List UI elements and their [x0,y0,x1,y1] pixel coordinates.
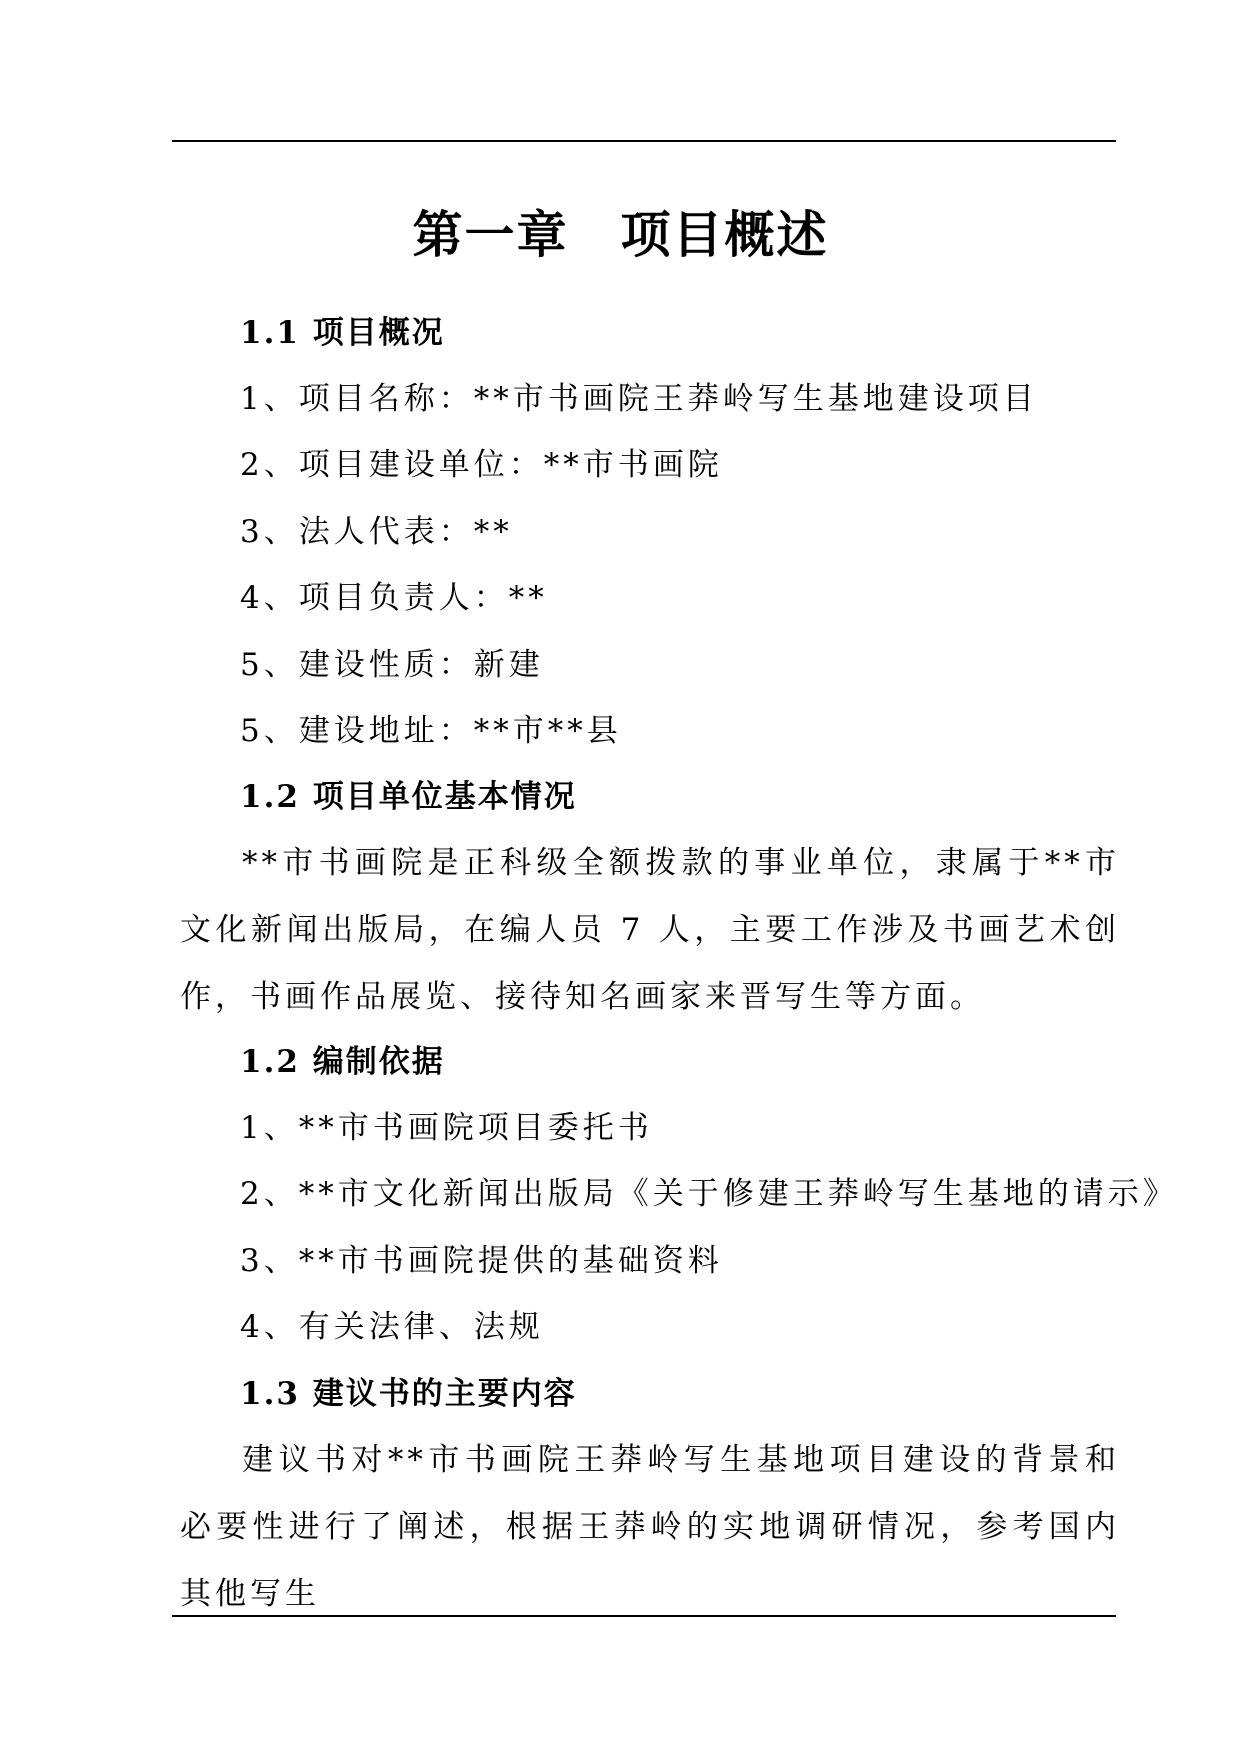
list-item: 2、项目建设单位：**市书画院 [240,447,723,483]
section-heading-1-2-basis: 1.2 编制依据 [240,1044,445,1080]
list-item: 3、法人代表：** [240,514,513,550]
footer-rule [172,1615,1116,1617]
section-heading-1-2-unit: 1.2 项目单位基本情况 [240,779,577,815]
list-item: 3、**市书画院提供的基础资料 [240,1243,723,1279]
paragraph-unit-info: **市书画院是正科级全额拨款的事业单位，隶属于**市文化新闻出版局，在编人员 7 人，主要工作涉及书画艺术创作，书画作品展览、接待知名画家来晋写生等方面。 [180,845,1120,1015]
list-item: 2、**市文化新闻出版局《关于修建王莽岭写生基地的请示》 [240,1176,1178,1212]
section-heading-1-3: 1.3 建议书的主要内容 [240,1376,577,1412]
list-item: 4、项目负责人：** [240,580,548,616]
list-item: 5、建设性质：新建 [240,647,544,683]
list-item: 4、有关法律、法规 [240,1309,544,1345]
list-item: 1、**市书画院项目委托书 [240,1110,653,1146]
list-item: 1、项目名称：**市书画院王莽岭写生基地建设项目 [240,381,1038,417]
header-rule [172,140,1116,142]
list-item: 5、建设地址：**市**县 [240,713,622,749]
chapter-title: 第一章 项目概述 [412,206,829,264]
section-heading-1-1: 1.1 项目概况 [240,315,445,351]
paragraph-main-content: 建议书对**市书画院王莽岭写生基地项目建设的背景和必要性进行了阐述，根据王莽岭的实地调研情况，参考国内其他写生 [180,1442,1120,1612]
